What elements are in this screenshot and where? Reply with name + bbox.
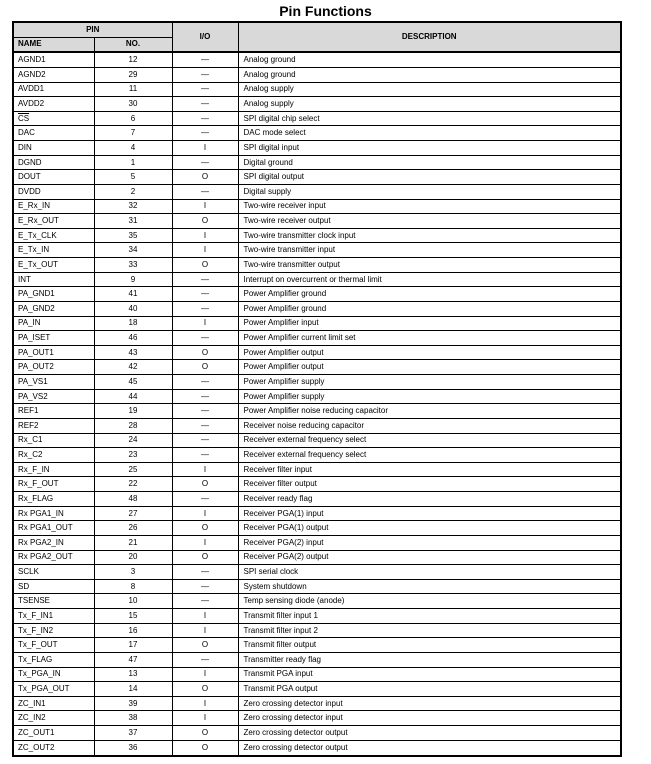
pin-io-cell: I xyxy=(172,667,238,682)
pin-io-cell: I xyxy=(172,711,238,726)
pin-number-cell: 42 xyxy=(94,360,172,375)
pin-io-cell: — xyxy=(172,111,238,126)
pin-io-cell: I xyxy=(172,228,238,243)
pin-number-cell: 31 xyxy=(94,214,172,229)
pin-io-cell: — xyxy=(172,404,238,419)
table-row xyxy=(13,141,621,156)
pin-description-cell: System shutdown xyxy=(238,579,621,594)
table-row xyxy=(13,52,621,67)
table-row xyxy=(13,67,621,82)
pin-io-cell: — xyxy=(172,652,238,667)
pin-description-cell: Analog ground xyxy=(238,67,621,82)
pin-io-cell: — xyxy=(172,448,238,463)
pin-number-cell: 8 xyxy=(94,579,172,594)
pin-description-cell: Receiver PGA(2) input xyxy=(238,535,621,550)
pin-io-cell: — xyxy=(172,97,238,112)
pin-number-cell: 18 xyxy=(94,316,172,331)
pin-number-cell: 29 xyxy=(94,67,172,82)
pin-name-cell: SD xyxy=(13,579,94,594)
pin-name-cell: Rx PGA2_OUT xyxy=(13,550,94,565)
pin-name-cell: REF2 xyxy=(13,418,94,433)
pin-description-cell: Receiver ready flag xyxy=(238,492,621,507)
pin-number-cell: 14 xyxy=(94,682,172,697)
pin-number-cell: 17 xyxy=(94,638,172,653)
table-row xyxy=(13,287,621,302)
pin-number-cell: 7 xyxy=(94,126,172,141)
table-row xyxy=(13,155,621,170)
pin-number-cell: 40 xyxy=(94,301,172,316)
pin-description-cell: Transmit PGA input xyxy=(238,667,621,682)
pin-description-cell: Power Amplifier noise reducing capacitor xyxy=(238,404,621,419)
pin-name-cell: PA_ISET xyxy=(13,331,94,346)
table-row xyxy=(13,726,621,741)
pin-number-cell: 46 xyxy=(94,331,172,346)
pin-number-cell: 2 xyxy=(94,184,172,199)
pin-description-cell: Zero crossing detector input xyxy=(238,696,621,711)
pin-name-cell: Rx_C1 xyxy=(13,433,94,448)
table-row xyxy=(13,170,621,185)
no-column-header: NO. xyxy=(94,37,172,52)
pin-io-cell: O xyxy=(172,360,238,375)
pin-description-cell: Receiver PGA(2) output xyxy=(238,550,621,565)
pin-description-cell: Digital supply xyxy=(238,184,621,199)
pin-description-cell: Power Amplifier current limit set xyxy=(238,331,621,346)
pin-io-cell: — xyxy=(172,433,238,448)
pin-number-cell: 13 xyxy=(94,667,172,682)
io-column-header: I/O xyxy=(172,22,238,52)
pin-table-body xyxy=(13,52,621,756)
pin-description-cell: Power Amplifier ground xyxy=(238,287,621,302)
pin-number-cell: 28 xyxy=(94,418,172,433)
pin-io-cell: — xyxy=(172,52,238,67)
table-row xyxy=(13,462,621,477)
pin-description-cell: Receiver noise reducing capacitor xyxy=(238,418,621,433)
pin-name-cell: INT xyxy=(13,272,94,287)
pin-number-cell: 34 xyxy=(94,243,172,258)
description-column-header: DESCRIPTION xyxy=(238,22,621,52)
pin-name-cell: AGND1 xyxy=(13,52,94,67)
pin-number-cell: 27 xyxy=(94,506,172,521)
pin-name-cell: DGND xyxy=(13,155,94,170)
pin-description-cell: Receiver external frequency select xyxy=(238,433,621,448)
pin-io-cell: I xyxy=(172,316,238,331)
table-row xyxy=(13,521,621,536)
table-row xyxy=(13,696,621,711)
table-row xyxy=(13,579,621,594)
pin-name-cell: DOUT xyxy=(13,170,94,185)
pin-name-cell: E_Rx_IN xyxy=(13,199,94,214)
pin-io-cell: — xyxy=(172,418,238,433)
pin-io-cell: — xyxy=(172,331,238,346)
pin-description-cell: Power Amplifier output xyxy=(238,345,621,360)
table-row xyxy=(13,97,621,112)
pin-description-cell: SPI digital chip select xyxy=(238,111,621,126)
table-row xyxy=(13,199,621,214)
pin-description-cell: Digital ground xyxy=(238,155,621,170)
table-row xyxy=(13,258,621,273)
page-title: Pin Functions xyxy=(279,3,372,19)
pin-number-cell: 3 xyxy=(94,565,172,580)
pin-group-header: PIN xyxy=(13,22,172,37)
pin-name-cell: Rx PGA1_IN xyxy=(13,506,94,521)
pin-number-cell: 37 xyxy=(94,726,172,741)
pin-number-cell: 10 xyxy=(94,594,172,609)
pin-io-cell: O xyxy=(172,682,238,697)
pin-name-cell: Tx_FLAG xyxy=(13,652,94,667)
pin-io-cell: O xyxy=(172,521,238,536)
pin-number-cell: 23 xyxy=(94,448,172,463)
pin-name-cell: DAC xyxy=(13,126,94,141)
pin-number-cell: 4 xyxy=(94,141,172,156)
pin-io-cell: — xyxy=(172,184,238,199)
table-row xyxy=(13,711,621,726)
pin-name-cell: ZC_OUT2 xyxy=(13,740,94,756)
table-row xyxy=(13,301,621,316)
pin-name-cell: $\overline{CS}$ xyxy=(13,111,94,126)
pin-number-cell: 41 xyxy=(94,287,172,302)
pin-io-cell: O xyxy=(172,345,238,360)
pin-description-cell: SPI serial clock xyxy=(238,565,621,580)
pin-description-cell: Receiver external frequency select xyxy=(238,448,621,463)
pin-description-cell: Two-wire transmitter clock input xyxy=(238,228,621,243)
pin-description-cell: Transmitter ready flag xyxy=(238,652,621,667)
pin-name-cell: E_Tx_OUT xyxy=(13,258,94,273)
pin-io-cell: — xyxy=(172,389,238,404)
pin-io-cell: O xyxy=(172,726,238,741)
pin-io-cell: — xyxy=(172,287,238,302)
table-row xyxy=(13,184,621,199)
pin-io-cell: O xyxy=(172,170,238,185)
table-row xyxy=(13,623,621,638)
pin-name-cell: Tx_PGA_OUT xyxy=(13,682,94,697)
pin-io-cell: I xyxy=(172,696,238,711)
pin-io-cell: O xyxy=(172,477,238,492)
pin-description-cell: Power Amplifier supply xyxy=(238,389,621,404)
table-row xyxy=(13,535,621,550)
table-header xyxy=(13,22,621,52)
pin-description-cell: Two-wire transmitter output xyxy=(238,258,621,273)
pin-description-cell: Transmit filter output xyxy=(238,638,621,653)
pin-description-cell: Zero crossing detector output xyxy=(238,726,621,741)
pin-name-cell: E_Tx_CLK xyxy=(13,228,94,243)
pin-number-cell: 9 xyxy=(94,272,172,287)
table-row xyxy=(13,448,621,463)
table-row xyxy=(13,111,621,126)
pin-description-cell: Temp sensing diode (anode) xyxy=(238,594,621,609)
pin-name-cell: AVDD2 xyxy=(13,97,94,112)
table-row xyxy=(13,404,621,419)
pin-io-cell: — xyxy=(172,375,238,390)
pin-name-cell: Rx_FLAG xyxy=(13,492,94,507)
pin-description-cell: Power Amplifier input xyxy=(238,316,621,331)
pin-description-cell: Transmit PGA output xyxy=(238,682,621,697)
pin-number-cell: 26 xyxy=(94,521,172,536)
pin-name-cell: PA_OUT2 xyxy=(13,360,94,375)
pin-name-cell: Rx_F_OUT xyxy=(13,477,94,492)
pin-number-cell: 6 xyxy=(94,111,172,126)
pin-io-cell: — xyxy=(172,67,238,82)
pin-name-cell: ZC_OUT1 xyxy=(13,726,94,741)
pin-name-cell: Rx PGA1_OUT xyxy=(13,521,94,536)
pin-io-cell: I xyxy=(172,623,238,638)
pin-number-cell: 43 xyxy=(94,345,172,360)
pin-name-cell: Tx_F_IN2 xyxy=(13,623,94,638)
pin-name-cell: ZC_IN2 xyxy=(13,711,94,726)
pin-name-cell: AVDD1 xyxy=(13,82,94,97)
table-row xyxy=(13,667,621,682)
pin-number-cell: 19 xyxy=(94,404,172,419)
pin-description-cell: Receiver PGA(1) output xyxy=(238,521,621,536)
pin-description-cell: Transmit filter input 2 xyxy=(238,623,621,638)
pin-name-cell: SCLK xyxy=(13,565,94,580)
pin-io-cell: — xyxy=(172,82,238,97)
pin-number-cell: 15 xyxy=(94,609,172,624)
table-row xyxy=(13,652,621,667)
pin-number-cell: 33 xyxy=(94,258,172,273)
pin-io-cell: — xyxy=(172,126,238,141)
pin-io-cell: O xyxy=(172,638,238,653)
pin-name-cell: TSENSE xyxy=(13,594,94,609)
pin-io-cell: I xyxy=(172,199,238,214)
pin-number-cell: 48 xyxy=(94,492,172,507)
table-row xyxy=(13,609,621,624)
pin-description-cell: Zero crossing detector input xyxy=(238,711,621,726)
table-row xyxy=(13,316,621,331)
pin-name-cell: Rx_C2 xyxy=(13,448,94,463)
pin-description-cell: Receiver filter output xyxy=(238,477,621,492)
table-row xyxy=(13,594,621,609)
pin-name-cell: E_Rx_OUT xyxy=(13,214,94,229)
pin-name-cell: PA_GND1 xyxy=(13,287,94,302)
pin-io-cell: — xyxy=(172,272,238,287)
pin-io-cell: I xyxy=(172,141,238,156)
pin-number-cell: 39 xyxy=(94,696,172,711)
pin-name-cell: PA_IN xyxy=(13,316,94,331)
pin-io-cell: I xyxy=(172,243,238,258)
table-row xyxy=(13,433,621,448)
pin-number-cell: 44 xyxy=(94,389,172,404)
pin-number-cell: 11 xyxy=(94,82,172,97)
pin-description-cell: Receiver PGA(1) input xyxy=(238,506,621,521)
table-row xyxy=(13,492,621,507)
pin-number-cell: 38 xyxy=(94,711,172,726)
pin-name-cell: Tx_PGA_IN xyxy=(13,667,94,682)
pin-description-cell: Transmit filter input 1 xyxy=(238,609,621,624)
pin-description-cell: Two-wire transmitter input xyxy=(238,243,621,258)
pin-name-cell: DIN xyxy=(13,141,94,156)
pin-number-cell: 25 xyxy=(94,462,172,477)
pin-description-cell: Receiver filter input xyxy=(238,462,621,477)
pin-number-cell: 24 xyxy=(94,433,172,448)
pin-io-cell: I xyxy=(172,535,238,550)
pin-io-cell: — xyxy=(172,594,238,609)
pin-number-cell: 16 xyxy=(94,623,172,638)
pin-number-cell: 20 xyxy=(94,550,172,565)
table-row xyxy=(13,506,621,521)
pin-description-cell: Power Amplifier output xyxy=(238,360,621,375)
header-row-top xyxy=(13,22,621,37)
pin-io-cell: — xyxy=(172,565,238,580)
pin-name-cell: Rx_F_IN xyxy=(13,462,94,477)
pin-number-cell: 36 xyxy=(94,740,172,756)
pin-number-cell: 22 xyxy=(94,477,172,492)
pin-io-cell: — xyxy=(172,155,238,170)
table-row xyxy=(13,550,621,565)
pin-name-cell: Rx PGA2_IN xyxy=(13,535,94,550)
table-row xyxy=(13,740,621,756)
table-row xyxy=(13,345,621,360)
pin-functions-table xyxy=(12,21,622,757)
table-row xyxy=(13,375,621,390)
pin-io-cell: I xyxy=(172,506,238,521)
pin-name-cell: Tx_F_IN1 xyxy=(13,609,94,624)
table-row xyxy=(13,638,621,653)
table-row xyxy=(13,418,621,433)
pin-name-cell: E_Tx_IN xyxy=(13,243,94,258)
table-row xyxy=(13,228,621,243)
pin-description-cell: Interrupt on overcurrent or thermal limit xyxy=(238,272,621,287)
pin-number-cell: 30 xyxy=(94,97,172,112)
pin-io-cell: I xyxy=(172,609,238,624)
pin-description-cell: Power Amplifier supply xyxy=(238,375,621,390)
name-column-header: NAME xyxy=(13,37,94,52)
pin-io-cell: — xyxy=(172,301,238,316)
pin-number-cell: 1 xyxy=(94,155,172,170)
pin-io-cell: O xyxy=(172,214,238,229)
table-row xyxy=(13,477,621,492)
pin-number-cell: 45 xyxy=(94,375,172,390)
table-row xyxy=(13,331,621,346)
table-row xyxy=(13,565,621,580)
table-row xyxy=(13,214,621,229)
pin-number-cell: 35 xyxy=(94,228,172,243)
pin-description-cell: Analog supply xyxy=(238,82,621,97)
table-row xyxy=(13,243,621,258)
table-row xyxy=(13,389,621,404)
table-row xyxy=(13,272,621,287)
pin-name-cell: ZC_IN1 xyxy=(13,696,94,711)
pin-description-cell: DAC mode select xyxy=(238,126,621,141)
pin-io-cell: O xyxy=(172,550,238,565)
pin-io-cell: I xyxy=(172,462,238,477)
pin-name-cell: REF1 xyxy=(13,404,94,419)
pin-io-cell: — xyxy=(172,579,238,594)
pin-name-cell: PA_VS1 xyxy=(13,375,94,390)
pin-number-cell: 32 xyxy=(94,199,172,214)
table-row xyxy=(13,126,621,141)
pin-name-cell: PA_VS2 xyxy=(13,389,94,404)
pin-name-cell: Tx_F_OUT xyxy=(13,638,94,653)
pin-io-cell: O xyxy=(172,258,238,273)
pin-description-cell: Zero crossing detector output xyxy=(238,740,621,756)
table-row xyxy=(13,682,621,697)
pin-name-cell: AGND2 xyxy=(13,67,94,82)
pin-number-cell: 47 xyxy=(94,652,172,667)
pin-description-cell: SPI digital output xyxy=(238,170,621,185)
pin-description-cell: Two-wire receiver input xyxy=(238,199,621,214)
pin-io-cell: O xyxy=(172,740,238,756)
pin-number-cell: 12 xyxy=(94,52,172,67)
table-row xyxy=(13,82,621,97)
table-row xyxy=(13,360,621,375)
pin-description-cell: Analog ground xyxy=(238,52,621,67)
pin-name-cell: DVDD xyxy=(13,184,94,199)
pin-io-cell: — xyxy=(172,492,238,507)
pin-number-cell: 5 xyxy=(94,170,172,185)
pin-description-cell: Power Amplifier ground xyxy=(238,301,621,316)
pin-description-cell: Analog supply xyxy=(238,97,621,112)
pin-number-cell: 21 xyxy=(94,535,172,550)
pin-description-cell: Two-wire receiver output xyxy=(238,214,621,229)
pin-description-cell: SPI digital input xyxy=(238,141,621,156)
pin-name-cell: PA_GND2 xyxy=(13,301,94,316)
pin-name-cell: PA_OUT1 xyxy=(13,345,94,360)
